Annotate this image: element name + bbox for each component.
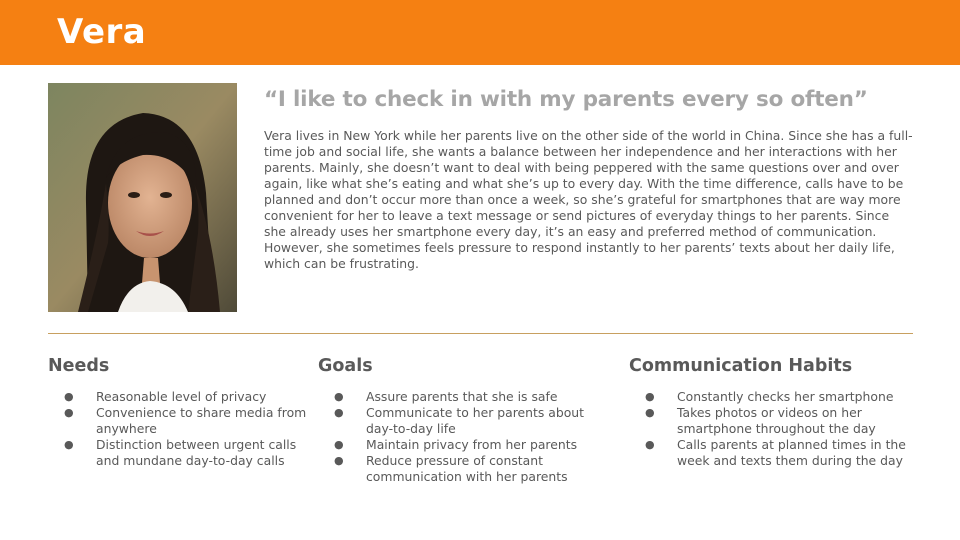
habits-section: [629, 356, 929, 469]
list-item: ● Reduce pressure of constant communication with her parents: [334, 453, 568, 484]
goals-title: Goals: [318, 356, 373, 376]
needs-section: [48, 356, 308, 469]
persona-name: Vera: [57, 12, 147, 52]
persona-quote: “I like to check in with my parents every so often”: [264, 87, 868, 112]
persona-photo: [48, 83, 237, 312]
bullet-icon: ●: [64, 390, 74, 403]
list-item: ● Maintain privacy from her parents: [334, 437, 578, 452]
portrait-illustration: [48, 83, 237, 312]
bullet-icon: ●: [645, 390, 655, 403]
bullet-icon: ●: [334, 390, 344, 403]
section-divider: [48, 333, 913, 334]
bullet-icon: ●: [645, 438, 655, 451]
needs-list: [48, 389, 308, 469]
goals-section: [318, 356, 608, 485]
list-item: ● Assure parents that she is safe: [334, 389, 558, 404]
list-item: ● Constantly checks her smartphone: [645, 389, 894, 404]
list-item: ● Takes photos or videos on her smartphone throughout the day: [645, 405, 876, 436]
list-item: ● Calls parents at planned times in the week and texts them during the day: [645, 437, 906, 468]
needs-title: Needs: [48, 356, 110, 376]
persona-bio: Vera lives in New York while her parents live on the other side of the world in China. Since she has a full-time job and social life, she wants a balance between her independence and her interactions with her parents. Mainly, she doesn’t want to deal with being peppered with the same questions over and over again, like what she’s eating and what she’s up to every day. With the time difference, calls have to be planned and don’t occur more than once a week, so she’s grateful for smartphones that are way more convenient for her to leave a text message or send pictures of everyday things to her parents. Since she already uses her smartphone every day, it’s an easy and preferred method of communication. However, she sometimes feels pressure to respond instantly to her parents’ texts about her daily life, which can be frustrating.: [264, 128, 913, 271]
goals-list: [318, 389, 608, 485]
list-item: ● Distinction between urgent calls and mundane day-to-day calls: [64, 437, 297, 468]
bullet-icon: ●: [334, 438, 344, 451]
habits-title: Communication Habits: [629, 356, 853, 376]
habits-list: [629, 389, 929, 469]
bullet-icon: ●: [64, 438, 74, 451]
bullet-icon: ●: [334, 406, 344, 419]
bullet-icon: ●: [645, 406, 655, 419]
list-item: ● Reasonable level of privacy: [64, 389, 267, 404]
bullet-icon: ●: [64, 406, 74, 419]
list-item: ● Communicate to her parents about day-to-day life: [334, 405, 584, 436]
header-bar: [0, 0, 960, 65]
list-item: ● Convenience to share media from anywhere: [64, 405, 307, 436]
bullet-icon: ●: [334, 454, 344, 467]
